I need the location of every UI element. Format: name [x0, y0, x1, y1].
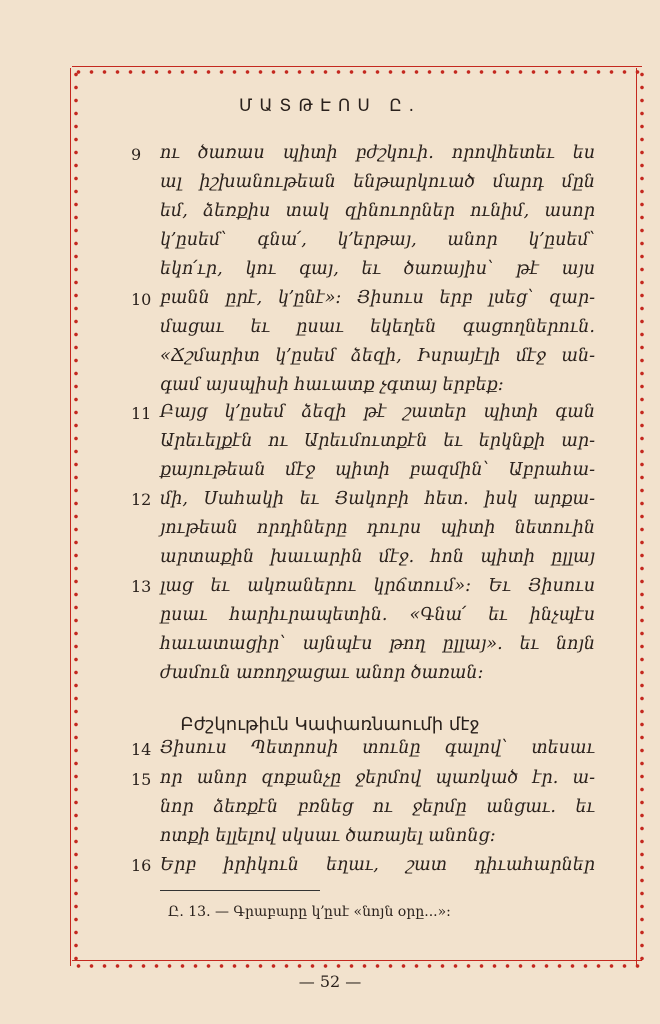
- text-line: ըսաւ հարիւրապետին. «Գնա՛ եւ ինչպէս: [160, 605, 595, 625]
- verse-number: 13: [131, 577, 152, 596]
- text-line: եկո՛ւր, կու գայ, եւ ծառայիս՝ թէ այս: [160, 259, 595, 279]
- text-line: եմ, ձեռքիս տակ զինուորներ ունիմ, ասոր: [160, 201, 595, 221]
- page-border-bottom: [72, 960, 642, 971]
- section-heading: Բժշկութիւն Կափառնաումի մէջ: [180, 714, 480, 735]
- verse-number: 12: [131, 490, 152, 509]
- footnote: Ը. 13. — Գրաբարը կ՚ըսէ «նոյն օրը...»:: [168, 904, 451, 920]
- text-line: լաց եւ ակռաներու կրճտում»: Եւ Յիսուս: [160, 576, 595, 596]
- text-line: ոտքի ելլելով սկսաւ ծառայել անոնց:: [160, 826, 496, 846]
- text-line: նոր ձեռքէն բռնեց ու ջերմը անցաւ. եւ: [160, 797, 595, 817]
- text-line: մացաւ եւ ըսաւ եկեղեն գացողներուն.: [160, 317, 595, 337]
- text-line: քայութեան մէջ պիտի բազմին՝ Աբրահա-: [160, 460, 595, 480]
- verse-number: 10: [131, 290, 152, 309]
- verse-number: 14: [131, 740, 152, 759]
- verse-number: 15: [131, 770, 152, 789]
- text-line: Բայց կ՚ըսեմ ձեզի թէ շատեր պիտի գան: [160, 402, 595, 422]
- text-line: որ անոր զոքանչը ջերմով պառկած էր. ա-: [160, 768, 595, 788]
- footnote-divider: [160, 890, 320, 891]
- text-line: յութեան որդիները դուրս պիտի նետուին: [160, 518, 595, 538]
- page-number: — 52 —: [298, 972, 362, 991]
- page-border-top: [72, 66, 642, 77]
- text-line: «Ճշմարիտ կ՚ըսեմ ձեզի, Իսրայէլի մէջ ան-: [160, 346, 595, 366]
- verse-number: 16: [131, 856, 152, 875]
- text-line: կ՚ըսեմ՝ գնա՛, կ՚երթայ, անոր կ՚ըսեմ՝: [160, 230, 595, 250]
- text-line: ժամուն առողջացաւ անոր ծառան:: [160, 663, 484, 683]
- page-border-left: [70, 68, 81, 966]
- text-line: բանն ըրէ, կ՚ընէ»: Յիսուս երբ լսեց՝ զար-: [160, 288, 595, 308]
- text-line: Երբ իրիկուն եղաւ, շատ դիւահարներ: [160, 855, 595, 875]
- verse-number: 11: [131, 404, 152, 423]
- text-line: մի, Սահակի եւ Յակոբի հետ. իսկ արքա-: [160, 489, 595, 509]
- text-line: գամ այսպիսի հաւատք չգտայ երբեք:: [160, 375, 504, 395]
- text-line: հաւատացիր՝ այնպէս թող ըլլայ». եւ նոյն: [160, 634, 595, 654]
- text-line: ու ծառաս պիտի բժշկուի. որովհետեւ ես: [160, 143, 595, 163]
- text-line: Յիսուս Պետրոսի տունը գալով՝ տեսաւ: [160, 738, 595, 758]
- text-line: արտաքին խաւարին մէջ. հոն պիտի ըլլայ: [160, 547, 595, 567]
- verse-number: 9: [131, 145, 142, 164]
- page-title: ՄԱՏԹԷՈՍ Ը.: [238, 96, 422, 116]
- text-line: Արեւելքէն ու Արեւմուտքէն եւ երկնքի ար-: [160, 431, 595, 451]
- text-line: ալ իշխանութեան ենթարկուած մարդ մըն: [160, 172, 595, 192]
- page-border-right: [636, 68, 647, 966]
